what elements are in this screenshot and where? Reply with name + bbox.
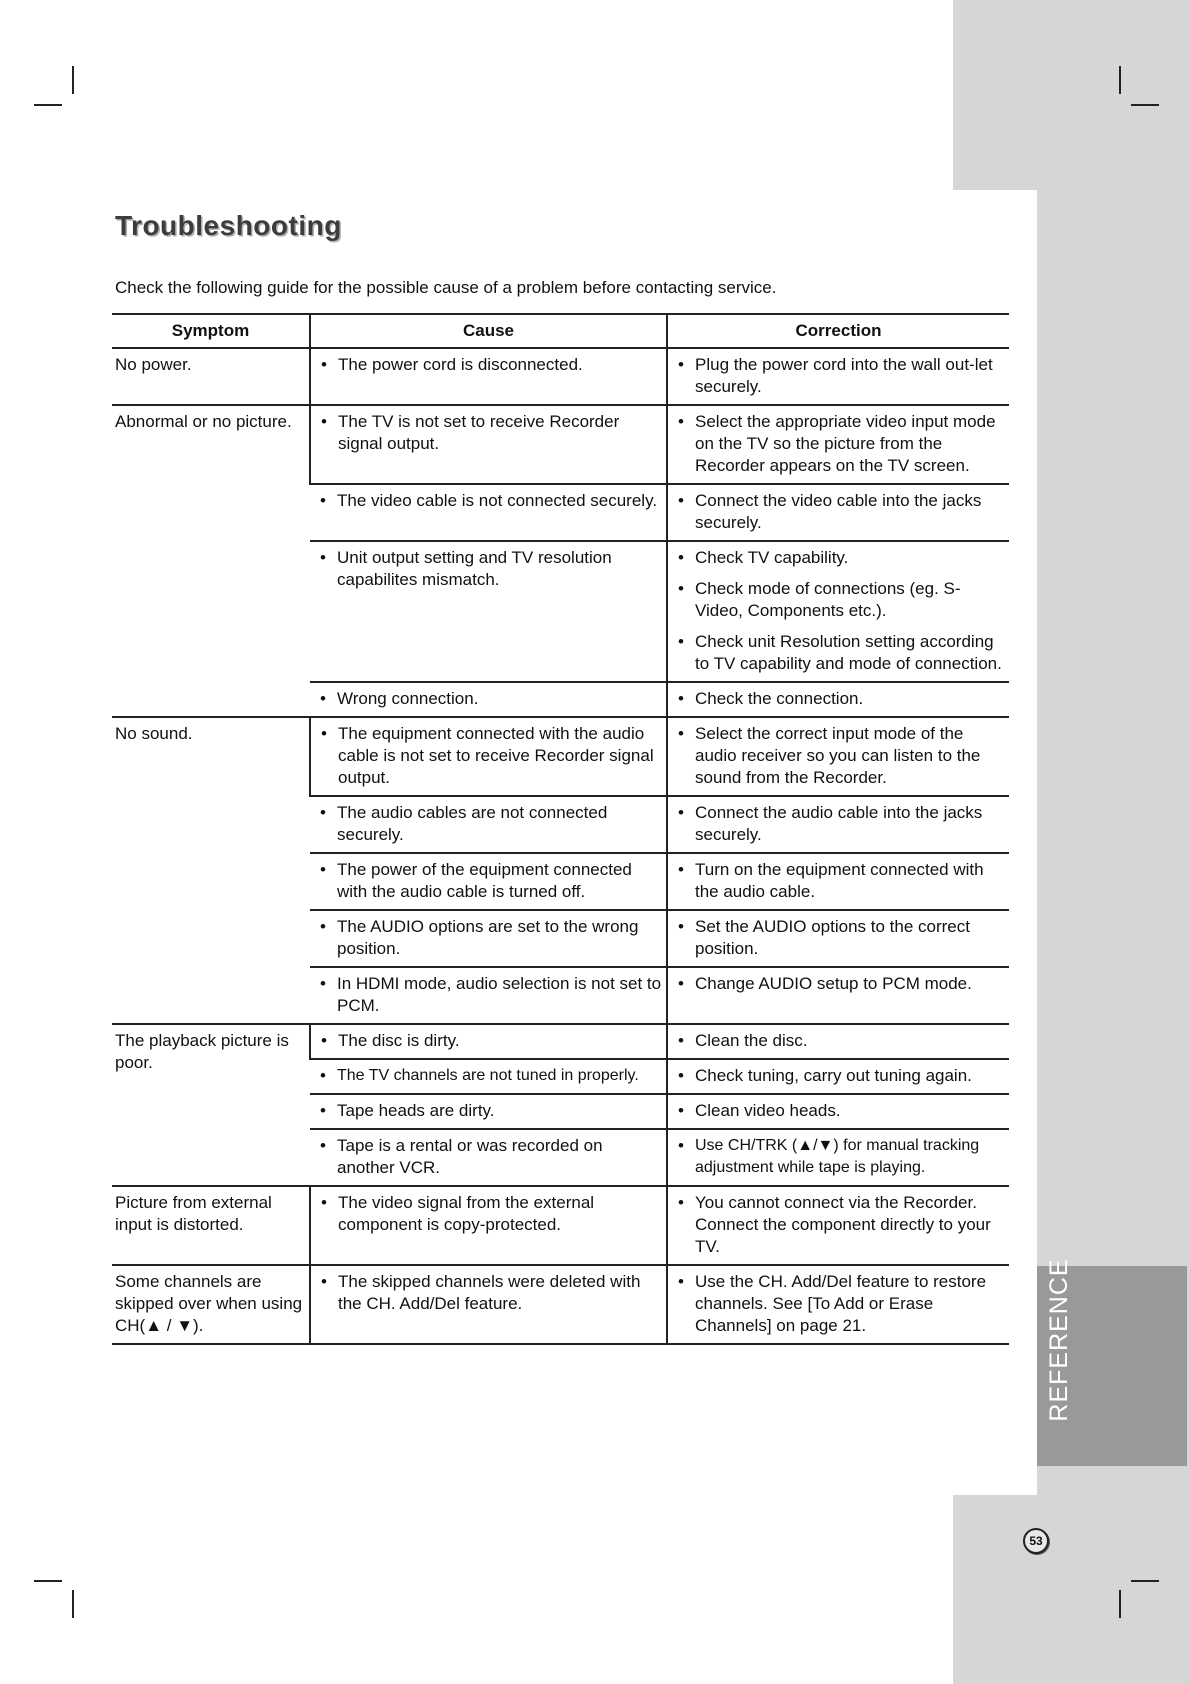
cause-item: • The skipped channels were deleted with the CH. Add/Del feature. — [321, 1271, 662, 1315]
correction-cell — [667, 853, 1009, 910]
correction-cell — [667, 717, 1009, 796]
cause-item: • Tape heads are dirty. — [320, 1100, 662, 1122]
crop-mark — [1131, 104, 1159, 106]
section-tab-label: REFERENCE — [1045, 1258, 1073, 1422]
troubleshooting-table — [112, 313, 1009, 1345]
table-row — [112, 1265, 1009, 1344]
cause-item: • The TV is not set to receive Recorder signal output. — [321, 411, 662, 455]
correction-item: • Connect the video cable into the jacks securely. — [678, 490, 1005, 534]
symptom-cell: No power. — [112, 348, 310, 405]
cause-item: • The power of the equipment connected with the audio cable is turned off. — [320, 859, 662, 903]
symptom-cell: No sound. — [112, 717, 310, 1024]
correction-item: • Use the CH. Add/Del feature to restore channels. See [To Add or Erase Channels] on page 21. — [678, 1271, 1005, 1337]
correction-item: • Use CH/TRK (▲/▼) for manual tracking adjustment while tape is playing. — [678, 1135, 1005, 1179]
cause-cell — [310, 1059, 667, 1094]
correction-cell — [667, 348, 1009, 405]
cause-cell — [310, 1186, 667, 1265]
symptom-cell: Some channels are skipped over when using CH(▲ / ▼). — [112, 1265, 310, 1344]
crop-mark — [1119, 1590, 1121, 1618]
correction-cell — [667, 682, 1009, 717]
correction-item: • Clean the disc. — [678, 1030, 1005, 1052]
cause-cell — [310, 405, 667, 484]
page-number: 53 — [1023, 1528, 1049, 1554]
crop-mark — [1131, 1580, 1159, 1582]
cause-cell — [310, 910, 667, 967]
cause-item: • The equipment connected with the audio cable is not set to receive Recorder signal output. — [321, 723, 662, 789]
correction-item: • Set the AUDIO options to the correct position. — [678, 916, 1005, 960]
cause-item: • The TV channels are not tuned in properly. — [320, 1065, 662, 1087]
correction-item: • Plug the power cord into the wall out-let securely. — [678, 354, 1005, 398]
cause-cell — [310, 717, 667, 796]
cause-item: • The video signal from the external component is copy-protected. — [321, 1192, 662, 1236]
correction-cell — [667, 1094, 1009, 1129]
symptom-cell: Abnormal or no picture. — [112, 405, 310, 717]
correction-item: • Check the connection. — [678, 688, 1005, 710]
page-title: Troubleshooting — [115, 210, 342, 241]
correction-cell — [667, 1024, 1009, 1059]
cause-item: • Tape is a rental or was recorded on another VCR. — [320, 1135, 662, 1179]
cause-cell — [310, 967, 667, 1024]
side-band-bottom — [953, 1495, 1190, 1684]
cause-cell — [310, 1094, 667, 1129]
cause-cell — [310, 484, 667, 541]
cause-cell — [310, 682, 667, 717]
header-cause: Cause — [310, 314, 667, 348]
crop-mark — [34, 1580, 62, 1582]
header-correction: Correction — [667, 314, 1009, 348]
cause-cell — [310, 541, 667, 682]
correction-cell — [667, 1059, 1009, 1094]
table-row — [112, 348, 1009, 405]
crop-mark — [1119, 66, 1121, 94]
cause-cell — [310, 348, 667, 405]
side-band-top — [953, 0, 1190, 190]
cause-item: • In HDMI mode, audio selection is not set to PCM. — [320, 973, 662, 1017]
cause-cell — [310, 853, 667, 910]
correction-cell — [667, 1186, 1009, 1265]
correction-item: • Change AUDIO setup to PCM mode. — [678, 973, 1005, 995]
cause-cell — [310, 1265, 667, 1344]
crop-mark — [34, 104, 62, 106]
crop-mark — [72, 1590, 74, 1618]
table-row — [112, 717, 1009, 796]
correction-item: • Check mode of connections (eg. S-Video, Components etc.). — [678, 578, 1005, 622]
cause-cell — [310, 1129, 667, 1186]
cause-item: • Wrong connection. — [320, 688, 662, 710]
cause-item: • The disc is dirty. — [321, 1030, 662, 1052]
correction-item: • Check unit Resolution setting according to TV capability and mode of connection. — [678, 631, 1005, 675]
correction-cell — [667, 967, 1009, 1024]
correction-cell — [667, 1129, 1009, 1186]
table-row — [112, 405, 1009, 484]
cause-item: • The video cable is not connected securely. — [320, 490, 662, 512]
cause-item: • The audio cables are not connected securely. — [320, 802, 662, 846]
correction-cell — [667, 796, 1009, 853]
cause-cell — [310, 796, 667, 853]
cause-cell — [310, 1024, 667, 1059]
correction-item: • Select the appropriate video input mode on the TV so the picture from the Recorder appears on the TV screen. — [678, 411, 1005, 477]
correction-cell — [667, 541, 1009, 682]
correction-item: • Turn on the equipment connected with the audio cable. — [678, 859, 1005, 903]
intro-text: Check the following guide for the possible cause of a problem before contacting service. — [115, 278, 777, 297]
table-row — [112, 1186, 1009, 1265]
symptom-cell: The playback picture is poor. — [112, 1024, 310, 1186]
crop-mark — [72, 66, 74, 94]
correction-item: • Check TV capability. — [678, 547, 1005, 569]
table-header-row — [112, 314, 1009, 348]
header-symptom: Symptom — [112, 314, 310, 348]
correction-cell — [667, 910, 1009, 967]
symptom-cell: Picture from external input is distorted. — [112, 1186, 310, 1265]
correction-item: • Check tuning, carry out tuning again. — [678, 1065, 1005, 1087]
cause-item: • The power cord is disconnected. — [321, 354, 662, 376]
correction-item: • Select the correct input mode of the audio receiver so you can listen to the sound from the Recorder. — [678, 723, 1005, 789]
correction-cell — [667, 405, 1009, 484]
correction-cell — [667, 1265, 1009, 1344]
correction-item: • Connect the audio cable into the jacks securely. — [678, 802, 1005, 846]
correction-item: • Clean video heads. — [678, 1100, 1005, 1122]
table-row — [112, 1024, 1009, 1059]
cause-item: • Unit output setting and TV resolution capabilites mismatch. — [320, 547, 662, 591]
cause-item: • The AUDIO options are set to the wrong position. — [320, 916, 662, 960]
correction-item: • You cannot connect via the Recorder. Connect the component directly to your TV. — [678, 1192, 1005, 1258]
correction-cell — [667, 484, 1009, 541]
